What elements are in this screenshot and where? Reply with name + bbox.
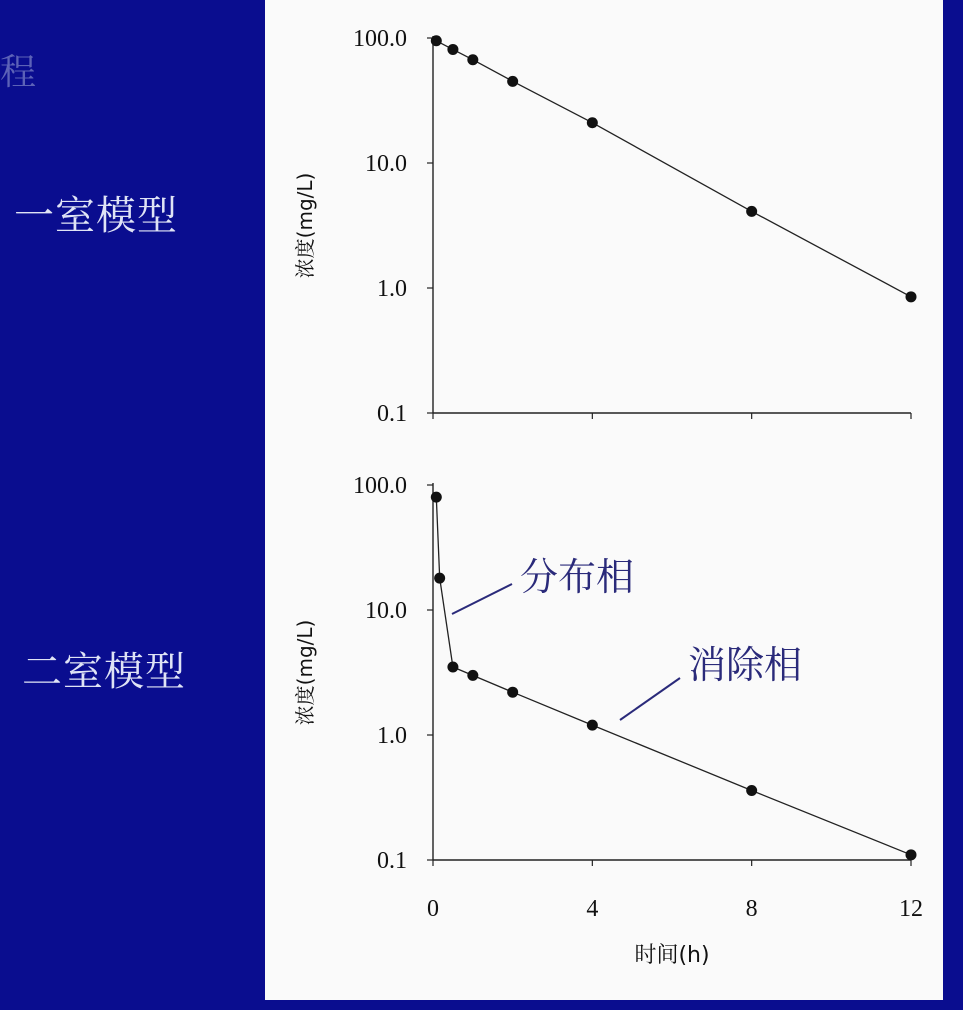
y-tick-label: 1.0: [377, 276, 407, 302]
series-line: [436, 497, 911, 855]
x-axis-label: 时间(h): [634, 943, 710, 968]
data-point: [434, 573, 445, 584]
one-compartment-model-label: 一室模型: [14, 193, 178, 239]
data-point: [467, 670, 478, 681]
data-point: [431, 35, 442, 46]
data-point: [431, 492, 442, 503]
x-tick-label: 0: [427, 896, 439, 922]
x-tick-label: 4: [586, 896, 599, 922]
y-tick-label: 1.0: [377, 723, 407, 749]
y-tick-label: 100.0: [353, 26, 407, 52]
data-point: [447, 661, 458, 672]
data-point: [447, 44, 458, 55]
elimination-phase-label: 消除相: [688, 643, 803, 687]
data-point: [906, 849, 917, 860]
data-point: [746, 206, 757, 217]
y-tick-label: 100.0: [353, 473, 407, 499]
distribution-phase-pointer: [452, 584, 512, 614]
x-tick-label: 8: [745, 896, 758, 922]
y-tick-label: 0.1: [377, 401, 407, 427]
x-tick-label: 12: [899, 896, 923, 922]
data-point: [587, 117, 598, 128]
two-compartment-model-label: 二室模型: [22, 649, 186, 695]
data-point: [507, 76, 518, 87]
data-point: [906, 291, 917, 302]
y-axis-label: 浓度(mg/L): [293, 172, 317, 279]
elimination-phase-pointer: [620, 678, 680, 720]
data-point: [746, 785, 757, 796]
y-axis-label: 浓度(mg/L): [293, 619, 317, 726]
data-point: [507, 687, 518, 698]
slide-edge-character: 程: [0, 52, 37, 93]
series-line: [436, 41, 911, 297]
y-tick-label: 10.0: [365, 598, 407, 624]
y-tick-label: 0.1: [377, 848, 407, 874]
y-tick-label: 10.0: [365, 151, 407, 177]
data-point: [587, 720, 598, 731]
distribution-phase-label: 分布相: [520, 555, 635, 599]
data-point: [467, 54, 478, 65]
